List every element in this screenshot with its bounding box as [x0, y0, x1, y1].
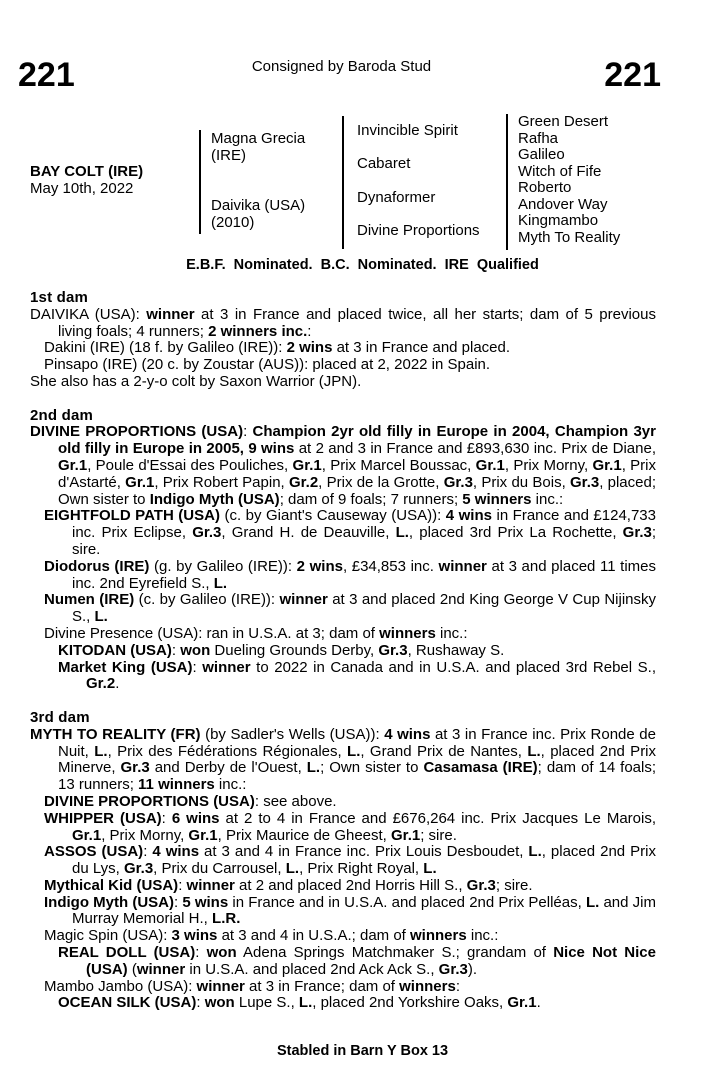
pedigree-divider-3: [506, 114, 508, 250]
great-grandparents: [518, 114, 620, 246]
progeny-entry: Indigo Myth (USA): 5 wins in France and in U.S.A. and placed 2nd Prix Pelléas, L. and Jim Murray Memorial H., L.R.: [44, 893, 656, 928]
section-heading: 3rd dam: [30, 708, 90, 726]
progeny-entry: Diodorus (IRE) (g. by Galileo (IRE)): 2 wins, £34,853 inc. winner at 3 and placed 11 times inc. 2nd Eyrefield S., L.: [44, 557, 656, 592]
grandprogeny-entry: Market King (USA): winner to 2022 in Canada and in U.S.A. and placed 3rd Rebel S., Gr.2.: [58, 658, 656, 693]
progeny-entry: Dakini (IRE) (18 f. by Galileo (IRE)): 2 wins at 3 in France and placed.: [44, 339, 511, 357]
subject: [30, 164, 143, 197]
grandprogeny-entry: OCEAN SILK (USA): won Lupe S., L., placed 2nd Yorkshire Oaks, Gr.1.: [58, 994, 541, 1012]
pedigree-sire: [211, 131, 305, 164]
ggp-3: Galileo: [518, 146, 565, 163]
progeny-entry: Mythical Kid (USA): winner at 2 and placed 2nd Horris Hill S., Gr.3; sire.: [44, 876, 533, 894]
pedigree-table: [0, 112, 725, 252]
ggp-6: Andover Way: [518, 195, 608, 213]
lot-number-right: 221: [604, 56, 661, 94]
pedigree-divider-2: [342, 116, 344, 249]
ggp-5: Roberto: [518, 179, 572, 196]
section-1st-dam: [30, 290, 656, 391]
progeny-entry: DIVINE PROPORTIONS (USA): see above.: [44, 792, 337, 810]
grandsire-2: Dynaformer: [357, 189, 436, 206]
granddam-2: Divine Proportions: [357, 222, 480, 239]
nominations: E.B.F. Nominated. B.C. Nominated. IRE Qualified: [186, 257, 539, 273]
pedigree-divider-1: [199, 130, 201, 234]
grandsire-1: Invincible Spirit: [357, 122, 458, 139]
catalogue-body: [30, 290, 656, 1029]
granddam-1: Cabaret: [357, 155, 411, 172]
sire-name: Magna Grecia: [211, 130, 306, 147]
progeny-entry: Divine Presence (USA): ran in U.S.A. at 3; dam of winners inc.:: [44, 624, 468, 642]
section-2nd-dam: [30, 408, 656, 694]
subject-title: BAY COLT (IRE): [30, 163, 144, 180]
pedigree-dam: [211, 198, 305, 231]
progeny-entry: She also has a 2-y-o colt by Saxon Warrior (JPN).: [30, 372, 362, 390]
section-heading: 1st dam: [30, 289, 89, 306]
grandprogeny-entry: KITODAN (USA): won Dueling Grounds Derby, Gr.3, Rushaway S.: [58, 641, 505, 659]
sire-country: (IRE): [211, 146, 246, 164]
grandprogeny-entry: REAL DOLL (USA): won Adena Springs Matchmaker S.; grandam of Nice Not Nice (USA) (winner in U.S.A. and placed 2nd Ack Ack S., Gr.3).: [58, 944, 656, 978]
progeny-entry: Mambo Jambo (USA): winner at 3 in France; dam of winners:: [44, 977, 460, 995]
dam-entry: DIVINE PROPORTIONS (USA): Champion 2yr old filly in Europe in 2004, Champion 3yr old filly in Europe in 2005, 9 wins at 2 and 3 in France and £893,630 inc. Prix de Diane, Gr.1, Poule d'Essai des Pouliches, Gr.1, Prix Marcel Boussac, Gr.1, Prix Morny, Gr.1, Prix d'Astarté, Gr.1, Prix Robert Papin, Gr.2, Prix de la Grotte, Gr.3, Prix du Bois, Gr.3, placed; Own sister to Indigo Myth (USA); dam of 9 foals; 7 runners; 5 winners inc.:: [30, 423, 657, 508]
dam-year: (2010): [211, 213, 255, 231]
progeny-entry: Numen (IRE) (c. by Galileo (IRE)): winner at 3 and placed 2nd King George V Cup Nijinsky S., L.: [44, 591, 656, 626]
progeny-entry: ASSOS (USA): 4 wins at 3 and 4 in France inc. Prix Louis Desboudet, L., placed 2nd Prix du Lys, Gr.3, Prix du Carrousel, L., Prix Right Royal, L.: [44, 843, 656, 878]
subject-foaled: May 10th, 2022: [30, 179, 134, 197]
ggp-4: Witch of Fife: [518, 162, 602, 180]
consignor: Consigned by Baroda Stud: [251, 58, 432, 75]
dam-entry: MYTH TO REALITY (FR) (by Sadler's Wells (USA)): 4 wins at 3 in France inc. Prix Ronde de Nuit, L., Prix des Fédérations Régionales, L., Grand Prix de Nantes, L., placed 2nd Prix Minerve, Gr.3 and Derby de l'Ouest, L.; Own sister to Casamasa (IRE); dam of 14 foals; 13 runners; 11 winners inc.:: [30, 725, 657, 794]
dam-entry: DAIVIKA (USA): winner at 3 in France and placed twice, all her starts; dam of 5 previous living foals; 4 runners; 2 winners inc.:: [30, 305, 656, 340]
stabling-footer: Stabled in Barn Y Box 13: [276, 1043, 449, 1059]
ggp-8: Myth To Reality: [518, 228, 621, 246]
ggp-2: Rafha: [518, 129, 559, 147]
progeny-entry: EIGHTFOLD PATH (USA) (c. by Giant's Causeway (USA)): 4 wins in France and £124,733 inc. Prix Eclipse, Gr.3, Grand H. de Deauville, L., placed 3rd Prix La Rochette, Gr.3; sire.: [44, 507, 657, 558]
ggp-1: Green Desert: [518, 113, 609, 130]
progeny-entry: Magic Spin (USA): 3 wins at 3 and 4 in U.S.A.; dam of winners inc.:: [44, 927, 499, 945]
section-heading: 2nd dam: [30, 406, 94, 424]
lot-number-left: 221: [18, 56, 75, 94]
ggp-7: Kingmambo: [518, 212, 599, 229]
progeny-entry: Pinsapo (IRE) (20 c. by Zoustar (AUS)): placed at 2, 2022 in Spain.: [44, 356, 491, 374]
section-3rd-dam: [30, 710, 656, 1012]
progeny-entry: WHIPPER (USA): 6 wins at 2 to 4 in France and £676,264 inc. Prix Jacques Le Marois, Gr.1, Prix Morny, Gr.1, Prix Maurice de Gheest, Gr.1; sire.: [44, 809, 657, 844]
dam-name: Daivika (USA): [211, 197, 306, 214]
